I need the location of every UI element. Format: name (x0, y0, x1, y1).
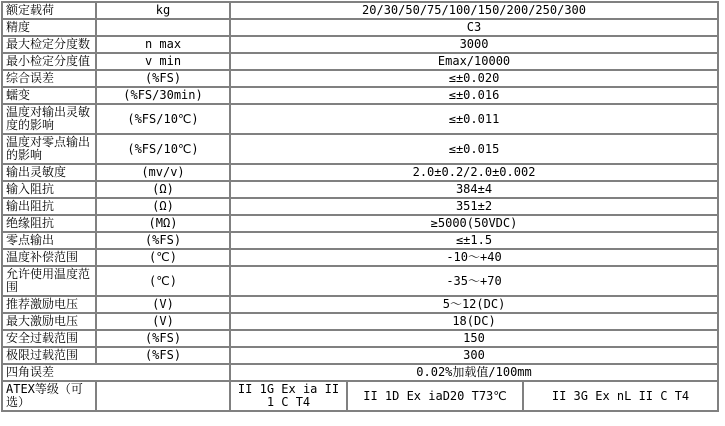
spec-label-cell: 推荐激励电压 (2, 296, 96, 313)
spec-row (2, 296, 718, 313)
spec-unit-cell: (mv/v) (96, 164, 230, 181)
spec-row (2, 313, 718, 330)
spec-unit-cell: (%FS) (96, 330, 230, 347)
spec-value-cell: 351±2 (230, 198, 718, 215)
spec-row (2, 364, 718, 381)
spec-unit-cell: (V) (96, 313, 230, 330)
spec-label-cell: 精度 (2, 19, 96, 36)
spec-value-cell: 384±4 (230, 181, 718, 198)
spec-row (2, 70, 718, 87)
spec-unit-cell: (%FS/30min) (96, 87, 230, 104)
spec-label-cell: 最大检定分度数 (2, 36, 96, 53)
spec-value-cell: II 3G Ex nL II C T4 (523, 381, 718, 411)
spec-label-cell: 温度补偿范围 (2, 249, 96, 266)
spec-unit-cell: (MΩ) (96, 215, 230, 232)
spec-value-cell: II 1D Ex iaD20 T73℃ (347, 381, 523, 411)
spec-value-cell: 5～12(DC) (230, 296, 718, 313)
spec-row (2, 2, 718, 19)
spec-row (2, 53, 718, 70)
spec-value-cell: ≤±1.5 (230, 232, 718, 249)
spec-label-cell: 蠕变 (2, 87, 96, 104)
spec-row (2, 36, 718, 53)
spec-value-cell: 18(DC) (230, 313, 718, 330)
spec-label-cell: 最大激励电压 (2, 313, 96, 330)
spec-value-cell: II 1G Ex ia II 1 C T4 (230, 381, 347, 411)
spec-table (1, 1, 719, 412)
spec-value-cell: ≤±0.020 (230, 70, 718, 87)
spec-label-cell: 温度对输出灵敏度的影响 (2, 104, 96, 134)
spec-unit-cell (96, 381, 230, 411)
spec-label-cell: 温度对零点输出的影响 (2, 134, 96, 164)
spec-label-cell: 允许使用温度范围 (2, 266, 96, 296)
spec-row (2, 87, 718, 104)
spec-unit-cell: n max (96, 36, 230, 53)
spec-label-cell: 额定载荷 (2, 2, 96, 19)
spec-unit-cell: (%FS) (96, 70, 230, 87)
spec-value-cell: ≤±0.015 (230, 134, 718, 164)
spec-label-cell: 安全过载范围 (2, 330, 96, 347)
spec-unit-cell: (Ω) (96, 198, 230, 215)
spec-row (2, 104, 718, 134)
spec-row (2, 215, 718, 232)
spec-row (2, 381, 718, 411)
spec-label-cell: 四角误差 (2, 364, 230, 381)
spec-table-body (2, 2, 718, 411)
spec-row (2, 232, 718, 249)
spec-row (2, 134, 718, 164)
spec-value-cell: 20/30/50/75/100/150/200/250/300 (230, 2, 718, 19)
spec-label-cell: 最小检定分度值 (2, 53, 96, 70)
spec-label-cell: 输入阻抗 (2, 181, 96, 198)
spec-label-cell: 输出灵敏度 (2, 164, 96, 181)
spec-label-cell: 零点输出 (2, 232, 96, 249)
spec-value-cell: -10～+40 (230, 249, 718, 266)
spec-row (2, 19, 718, 36)
spec-unit-cell: (Ω) (96, 181, 230, 198)
spec-value-cell: ≤±0.011 (230, 104, 718, 134)
spec-unit-cell: (%FS) (96, 232, 230, 249)
spec-unit-cell: (℃) (96, 266, 230, 296)
spec-label-cell: 综合误差 (2, 70, 96, 87)
spec-row (2, 330, 718, 347)
spec-value-cell: Emax/10000 (230, 53, 718, 70)
spec-unit-cell: (%FS/10℃) (96, 134, 230, 164)
spec-label-cell: 绝缘阻抗 (2, 215, 96, 232)
spec-value-cell: -35～+70 (230, 266, 718, 296)
spec-row (2, 249, 718, 266)
spec-value-cell: ≤±0.016 (230, 87, 718, 104)
spec-value-cell: 150 (230, 330, 718, 347)
spec-unit-cell: (V) (96, 296, 230, 313)
spec-label-cell: 输出阻抗 (2, 198, 96, 215)
spec-unit-cell: (%FS/10℃) (96, 104, 230, 134)
spec-row (2, 198, 718, 215)
spec-unit-cell: (℃) (96, 249, 230, 266)
spec-value-cell: 2.0±0.2/2.0±0.002 (230, 164, 718, 181)
spec-row (2, 181, 718, 198)
spec-label-cell: ATEX等级（可选） (2, 381, 96, 411)
spec-value-cell: 0.02%加载值/100mm (230, 364, 718, 381)
spec-value-cell: 3000 (230, 36, 718, 53)
spec-unit-cell: (%FS) (96, 347, 230, 364)
spec-unit-cell: v min (96, 53, 230, 70)
spec-row (2, 266, 718, 296)
spec-label-cell: 极限过载范围 (2, 347, 96, 364)
spec-row (2, 347, 718, 364)
spec-value-cell: ≥5000(50VDC) (230, 215, 718, 232)
spec-value-cell: C3 (230, 19, 718, 36)
spec-value-cell: 300 (230, 347, 718, 364)
spec-unit-cell: kg (96, 2, 230, 19)
spec-row (2, 164, 718, 181)
spec-unit-cell (96, 19, 230, 36)
